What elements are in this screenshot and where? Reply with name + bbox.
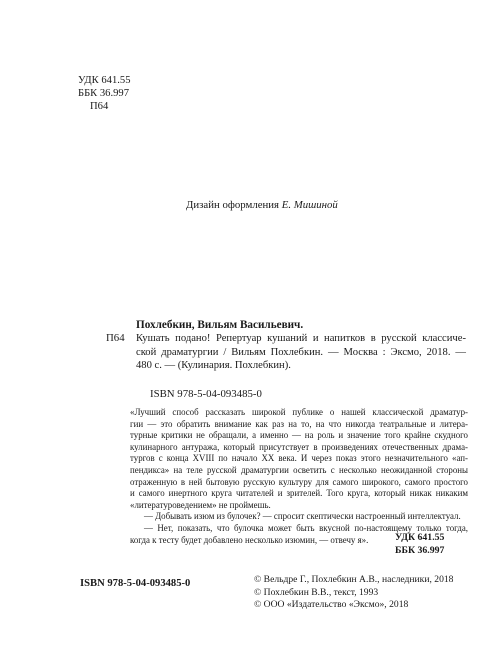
catalog-isbn: ISBN 978-5-04-093485-0 [150, 388, 262, 400]
copyright-block [254, 574, 453, 612]
copyright-line: © ООО «Издательство «Эксмо», 2018 [254, 599, 409, 611]
annotation-line: «литературоведением» не проймешь. [130, 499, 271, 510]
right-bbk-code: ББК 36.997 [395, 544, 445, 556]
designer-prefix: Дизайн оформления [186, 199, 280, 211]
annotation-line: — Нет, показать, что булочка может быть вкусной по-настоящему только тогда, [144, 522, 468, 533]
annotation-line: и самого инертного круга читателей и зрителей. Того круга, который никак никаким [130, 488, 468, 499]
catalog-author: Похлебкин, Вильям Васильевич. [136, 319, 304, 331]
catalog-author-mark: П64 [106, 332, 125, 344]
right-udk-code: УДК 641.55 [395, 532, 445, 543]
catalog-description [136, 332, 466, 373]
annotation-line: гии — это обратить внимание как раз на то, на что никогда театральные и литера- [130, 418, 468, 429]
annotation-line: — Добывать изюм из булочек? — спросит скептически настроенный интеллектуал. [144, 511, 461, 522]
annotation-line: турные критики не обращали, а именно — на роль и значение того крайне скудного [130, 430, 468, 441]
description-line: 480 с. — (Кулинария. Похлебкин). [136, 360, 291, 371]
copyright-line: © Вельдре Г., Похлебкин А.В., наследники, 2018 [254, 574, 454, 585]
author-mark: П64 [90, 101, 109, 112]
copyright-line: © Похлебкин В.В., текст, 1993 [254, 586, 379, 598]
annotation-line: когда к тесту будет добавлено несколько изюмин, — отвечу я». [130, 534, 369, 545]
udk-code: УДК 641.55 [78, 75, 131, 86]
designer-name: Е. Мишиной [281, 199, 338, 211]
annotation-line: тургов с конца XVIII по начало XX века. И через показ этого незначительного «ап- [130, 453, 468, 464]
description-line: Кушать подано! Репертуар кушаний и напитков в русской классиче- [136, 333, 466, 344]
annotation-line: кулинарного антуража, который присутствует в произведениях отечественных драма- [130, 441, 468, 452]
classification-codes [78, 74, 131, 113]
description-line: ской драматургии / Вильям Похлебкин. — Москва : Эксмо, 2018. — [136, 346, 466, 358]
right-classification-codes [395, 532, 444, 557]
annotation-line: «Лучший способ рассказать широкой публике о нашей классической драматур- [130, 407, 468, 417]
bottom-isbn: ISBN 978-5-04-093485-0 [80, 578, 191, 589]
annotation [130, 407, 468, 546]
annotation-line: отраженную в ней бытовую русскую культуру для самого широкого, самого простого [130, 476, 468, 487]
annotation-line: пендикса» на теле русской драматургии осветить с несколько неожиданной стороны [130, 464, 468, 475]
bbk-code: ББК 36.997 [78, 88, 130, 99]
designer-credit [186, 199, 338, 211]
